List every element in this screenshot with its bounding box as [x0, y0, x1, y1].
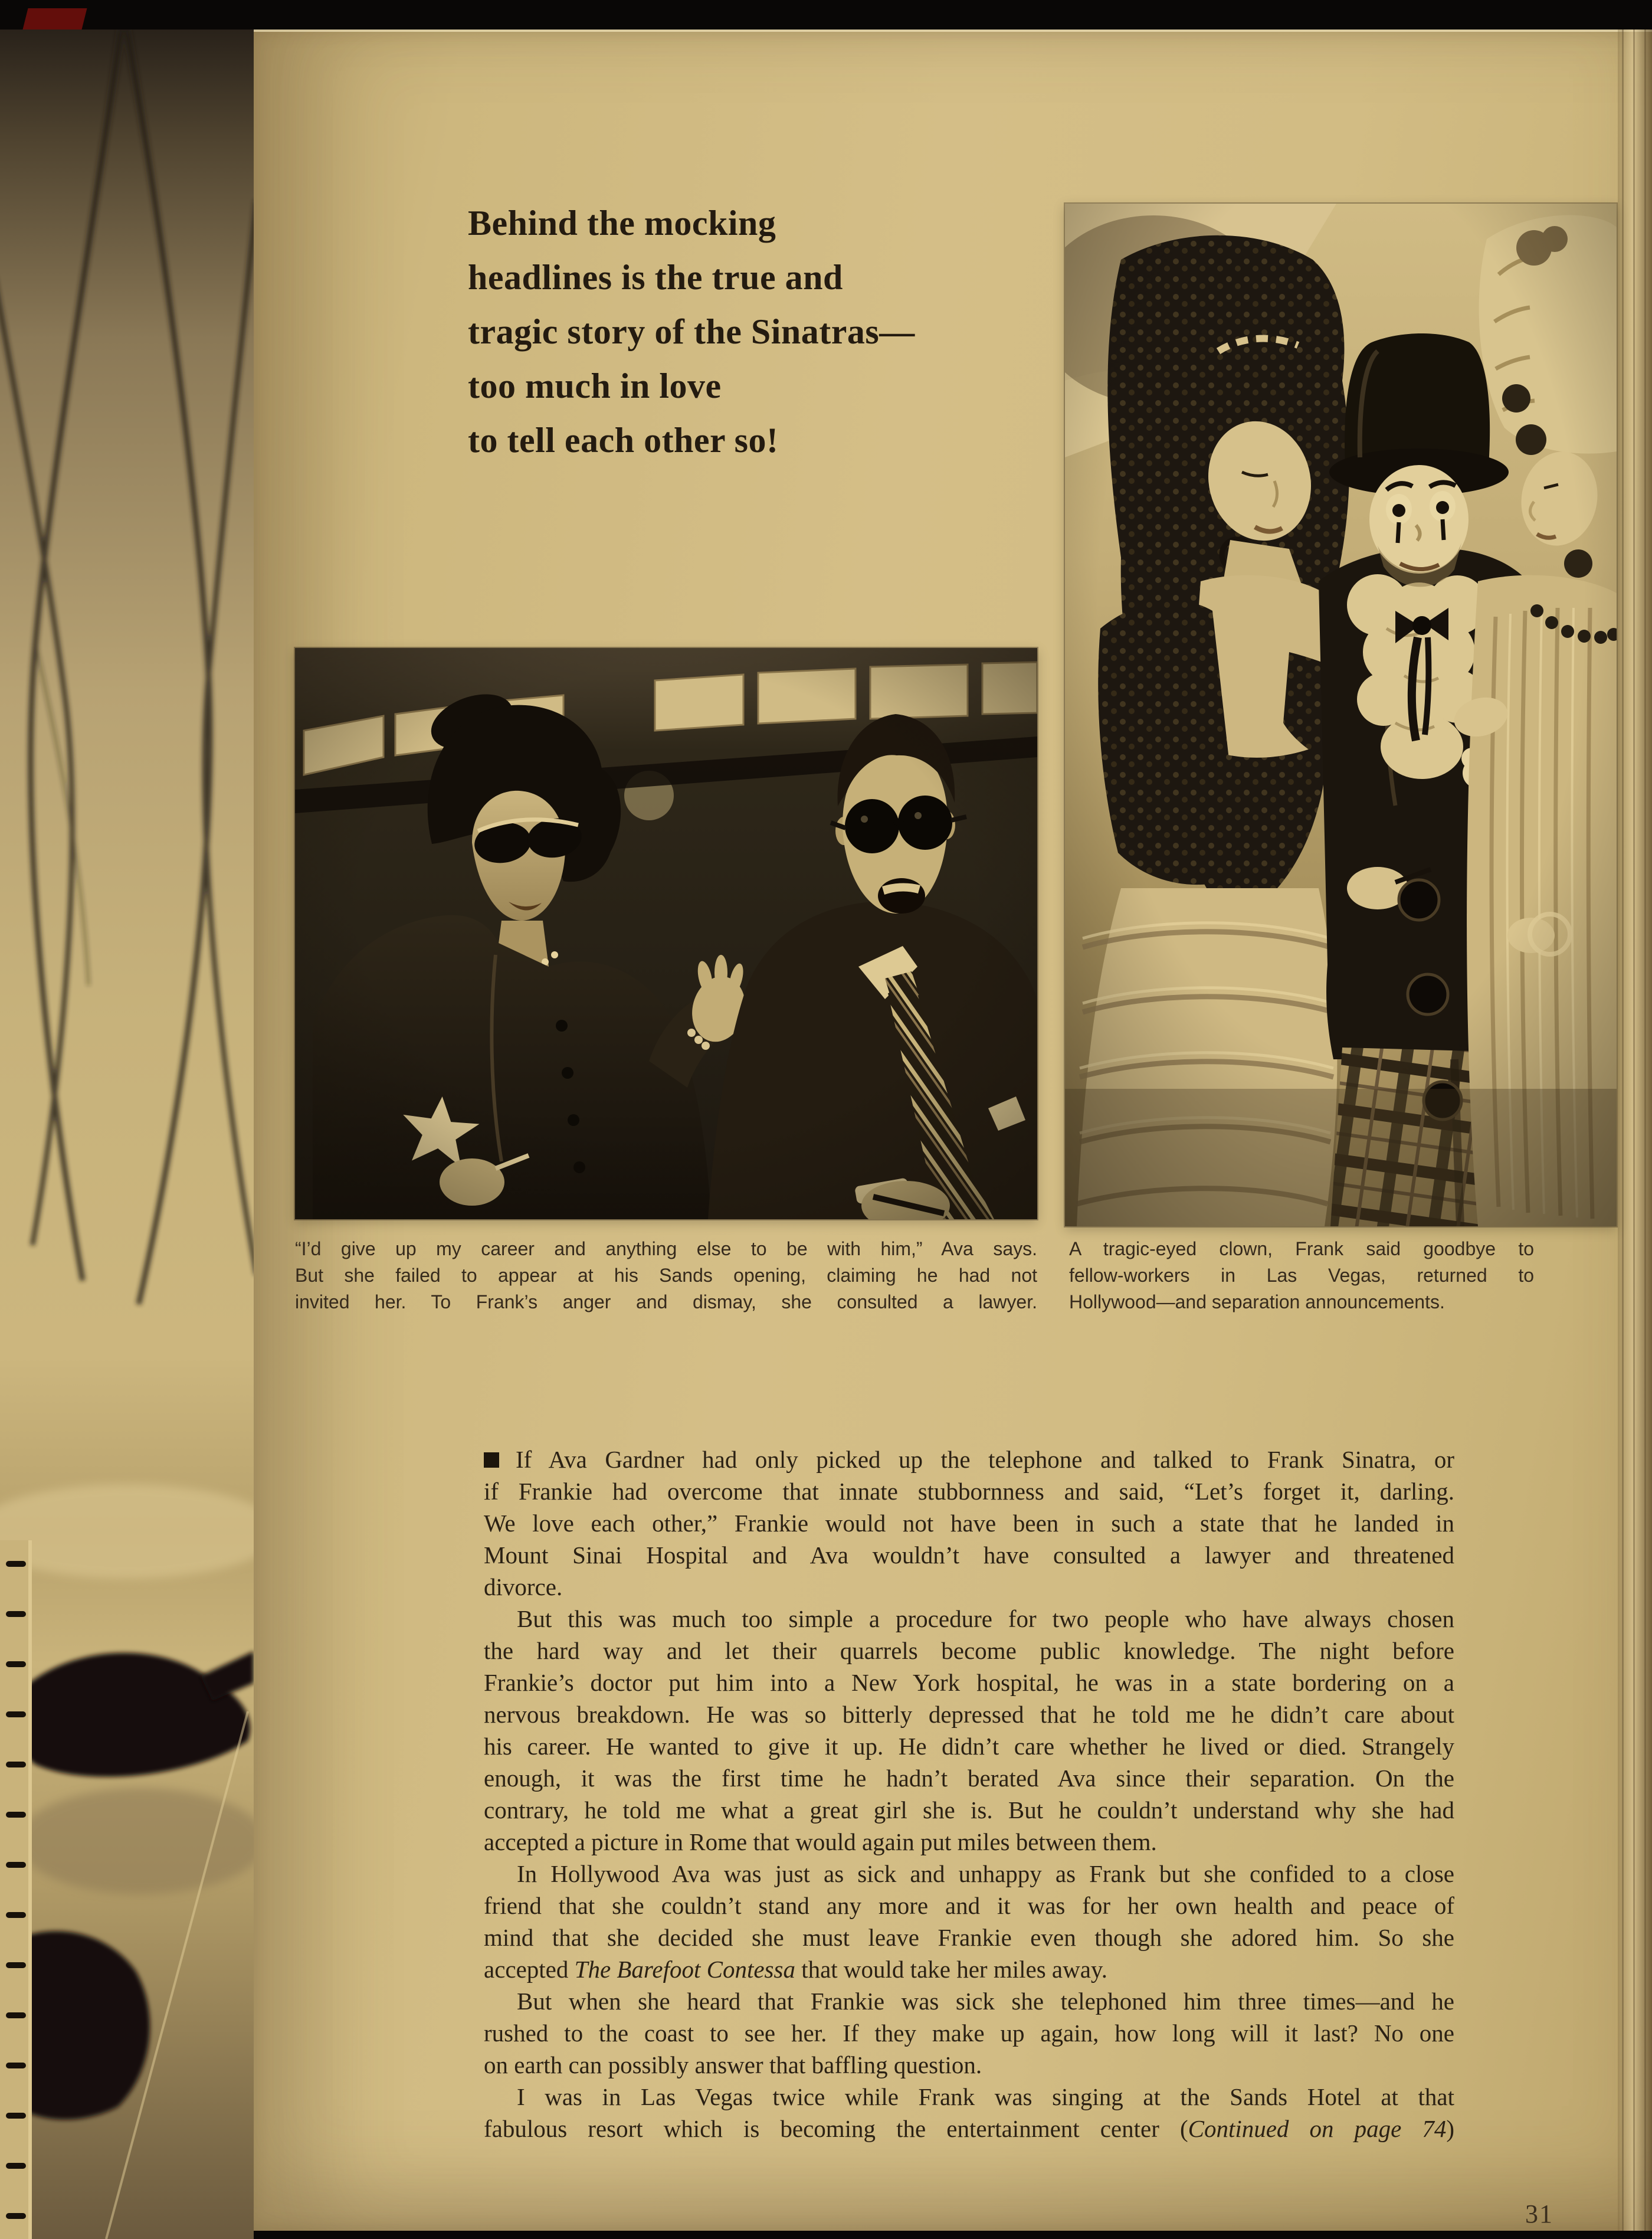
body-line: if Frankie had overcome that innate stubbornness and said, “Let’s forget it, darling. — [484, 1478, 1454, 1505]
body-line: fabulous resort which is becoming the entertainment center (Continued on page 74) — [484, 2115, 1454, 2142]
body-line: I was in Las Vegas twice while Frank was singing at the Sands Hotel at that — [517, 2083, 1454, 2110]
caption-left — [295, 1236, 1037, 1315]
caption-line: fellow-workers in Las Vegas, returned to — [1069, 1265, 1534, 1286]
headline-line: Behind the mocking — [468, 204, 776, 243]
body-line: We love each other,” Frankie would not have been in such a state that he landed in — [484, 1510, 1454, 1537]
body-line: If Ava Gardner had only picked up the telephone and talked to Frank Sinatra, or — [484, 1443, 1454, 1475]
body-line: nervous breakdown. He was so bitterly depressed that he told me he didn’t care about — [484, 1701, 1454, 1728]
body-line: accepted a picture in Rome that would again put miles between them. — [484, 1828, 1157, 1855]
headline — [468, 196, 1052, 467]
body-line: friend that she couldn’t stand any more and it was for her own health and peace of — [484, 1892, 1454, 1919]
article-text — [484, 1443, 1454, 2145]
body-line: Frankie’s doctor put him into a New York hospital, he was in a state bordering on a — [484, 1669, 1454, 1696]
body-paragraph — [484, 1858, 1454, 1985]
body-paragraph — [484, 1603, 1454, 1858]
body-paragraph — [484, 2081, 1454, 2145]
body-line: Mount Sinai Hospital and Ava wouldn’t have consulted a lawyer and threatened — [484, 1541, 1454, 1569]
caption-line: A tragic-eyed clown, Frank said goodbye to — [1069, 1238, 1534, 1259]
caption-right — [1069, 1236, 1534, 1315]
body-line: the hard way and let their quarrels become public knowledge. The night before — [484, 1637, 1454, 1664]
page-curl-edge — [1618, 30, 1652, 2231]
photo-clown — [1065, 204, 1617, 1226]
body-line: accepted The Barefoot Contessa that would take her miles away. — [484, 1956, 1107, 1983]
body-paragraph — [484, 1985, 1454, 2081]
body-line: But this was much too simple a procedure for two people who have always chosen — [517, 1605, 1454, 1632]
light-band — [0, 1484, 254, 1579]
page-number: 31 — [1525, 2199, 1553, 2228]
paragraph-bullet-square — [484, 1452, 499, 1468]
body-line: divorce. — [484, 1573, 563, 1600]
body-line: his career. He wanted to give it up. He didn’t care whether he lived or died. Strangely — [484, 1733, 1454, 1760]
body-line: In Hollywood Ava was just as sick and unhappy as Frank but she confided to a close — [517, 1860, 1454, 1887]
headline-line: headlines is the true and — [468, 258, 843, 297]
body-line: enough, it was the first time he hadn’t berated Ava since their separation. On the — [484, 1765, 1454, 1792]
caption-line: But she failed to appear at his Sands opening, claiming he had not — [295, 1265, 1037, 1286]
headline-line: to tell each other so! — [468, 421, 779, 460]
body-line: on earth can possibly answer that baffling question. — [484, 2051, 982, 2078]
headline-line: too much in love — [468, 366, 722, 405]
caption-line: “I’d give up my career and anything else to be with him,” Ava says. — [295, 1238, 1037, 1259]
body-line: But when she heard that Frankie was sick she telephoned him three times—and he — [517, 1988, 1454, 2015]
photo-ava-frank — [295, 648, 1037, 1219]
lattice-shadow-photo — [0, 30, 254, 2239]
body-line: rushed to the coast to see her. If they make up again, how long will it last? No one — [484, 2019, 1454, 2047]
caption-line: Hollywood—and separation announcements. — [1069, 1291, 1445, 1312]
body-line: mind that she decided she must leave Frankie even though she adored him. So she — [484, 1924, 1454, 1951]
caption-line: invited her. To Frank’s anger and dismay, she consulted a lawyer. — [295, 1291, 1037, 1312]
left-photo-strip — [0, 30, 254, 2239]
body-line: contrary, he told me what a great girl she is. But he couldn’t understand why she had — [484, 1796, 1454, 1824]
headline-line: tragic story of the Sinatras— — [468, 312, 915, 351]
body-paragraph — [484, 1443, 1454, 1603]
spiral-binding — [0, 1540, 32, 2239]
